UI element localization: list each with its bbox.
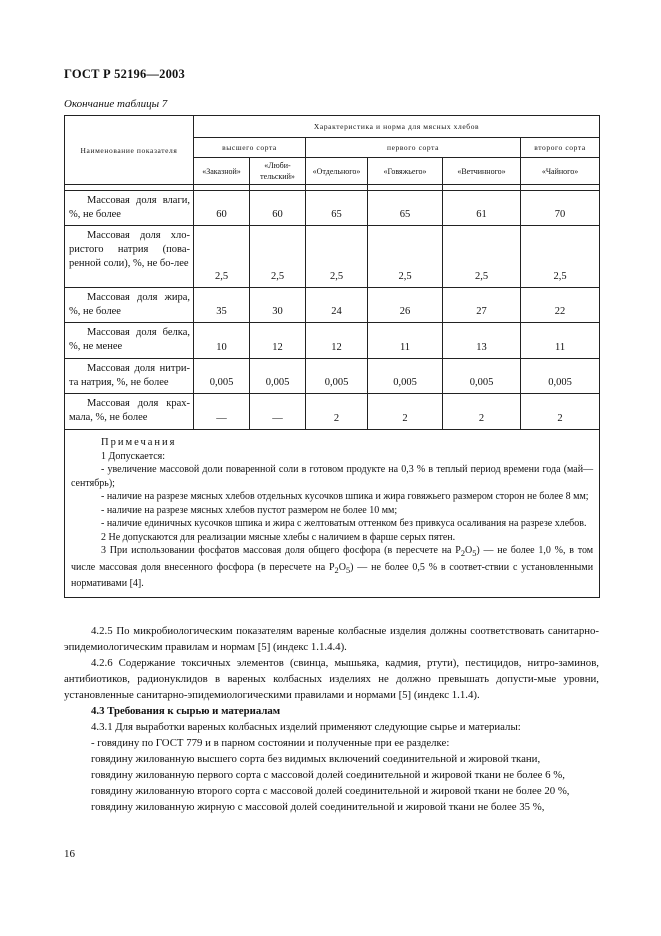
- note-text: - увеличение массовой доли поваренной соли в готовом продукте на 0,3 % в теплый период времени года (май—сентябрь);: [71, 464, 594, 489]
- norms-table: [64, 115, 600, 598]
- table-cell: 27: [443, 288, 521, 323]
- table-cell: 0,005: [306, 359, 368, 394]
- table-cell: 0,005: [443, 359, 521, 394]
- table-cell: 61: [443, 191, 521, 226]
- group-header: Характеристика и норма для мясных хлебов: [194, 116, 600, 138]
- table-cell: 70: [521, 191, 600, 226]
- table-cell: 2: [521, 394, 600, 430]
- table-cell: 2,5: [194, 226, 250, 288]
- table-cell: 2: [443, 394, 521, 430]
- note-text: 3 При использовании фосфатов массовая доля общего фосфора (в пересчете на $P_2O_5$) — не более 1,0 %, в том числе массовая доля внесенного фосфора (в пересчете на $P_2O_5$) — не более 0,5 % в соответ-ствии с установленными нормативами [4].: [71, 545, 594, 589]
- table-cell: 2: [368, 394, 443, 430]
- notes-row: [65, 430, 600, 598]
- column-header: «Отдельного»: [306, 158, 368, 185]
- table-cell: 2,5: [521, 226, 600, 288]
- table-row: [65, 288, 600, 323]
- row-label: Массовая доля крах-мала, %, не более: [69, 398, 190, 423]
- table-cell: 2,5: [306, 226, 368, 288]
- table-cell: 24: [306, 288, 368, 323]
- column-header: «Ветчинного»: [443, 158, 521, 185]
- note-text: - наличие на разрезе мясных хлебов пустот размером не более 10 мм;: [101, 504, 398, 516]
- section-heading: 4.3 Требования к сырью и материалам: [91, 705, 281, 717]
- row-label: Массовая доля хло-ристого натрия (пова-ренной соли), %, не бо-лее: [69, 230, 190, 269]
- row-label: Массовая доля белка, %, не менее: [69, 327, 190, 352]
- row-label: Массовая доля жира, %, не более: [69, 292, 190, 317]
- table-cell: 10: [194, 323, 250, 359]
- body-text: [64, 623, 599, 815]
- paragraph: говядину жилованную высшего сорта без видимых включений соединительной и жировой ткани,: [91, 753, 541, 765]
- table-cell: 22: [521, 288, 600, 323]
- table-cell: 60: [250, 191, 306, 226]
- note-text: 2 Не допускаются для реализации мясные хлебы с наличием в фарше серых пятен.: [101, 531, 456, 543]
- table-cell: 12: [306, 323, 368, 359]
- table-row: [65, 323, 600, 359]
- table-cell: —: [194, 394, 250, 430]
- table-cell: 65: [368, 191, 443, 226]
- table-cell: 0,005: [368, 359, 443, 394]
- note-text: - наличие на разрезе мясных хлебов отдельных кусочков шпика и жира говяжьего размером сторон не более 8 мм;: [101, 491, 589, 502]
- note-text: 1 Допускается:: [101, 450, 166, 462]
- column-header: «Говяжьего»: [368, 158, 443, 185]
- paragraph: говядину жилованную первого сорта с массовой долей соединительной и жировой ткани не более 6 %,: [91, 769, 565, 781]
- table-row: [65, 394, 600, 430]
- table-row: [65, 226, 600, 288]
- table-cell: 2,5: [368, 226, 443, 288]
- column-header: «Чайного»: [521, 158, 600, 185]
- grade-header: высшего сорта: [194, 138, 306, 158]
- table-cell: 0,005: [194, 359, 250, 394]
- paragraph: - говядину по ГОСТ 779 и в парном состоянии и полученные при ее разделке:: [91, 737, 450, 749]
- paragraph: 4.2.6 Содержание токсичных элементов (свинца, мышьяка, кадмия, ртути), пестицидов, нитро-заминов, антибиотиков, радионуклидов в вареных колбасных изделиях не должно превышать допусти-мые уровни, установленные санитарно-эпидемиологическими правилами и нормами [5] (индекс 1.1.4).: [64, 657, 599, 701]
- table-cell: 35: [194, 288, 250, 323]
- document-header: ГОСТ Р 52196—2003: [64, 67, 185, 81]
- table-cell: 2: [306, 394, 368, 430]
- row-label: Массовая доля нитри-та натрия, %, не более: [69, 363, 190, 388]
- table-cell: —: [250, 394, 306, 430]
- table-caption: Окончание таблицы 7: [64, 98, 168, 110]
- grade-header: первого сорта: [306, 138, 521, 158]
- paragraph: говядину жилованную второго сорта с массовой долей соединительной и жировой ткани не более 20 %,: [91, 785, 570, 797]
- table-cell: 2,5: [250, 226, 306, 288]
- table-cell: 2,5: [443, 226, 521, 288]
- table-cell: 0,005: [521, 359, 600, 394]
- table-row: [65, 359, 600, 394]
- table-cell: 12: [250, 323, 306, 359]
- table-cell: 0,005: [250, 359, 306, 394]
- column-header: «Заказной»: [194, 158, 250, 185]
- paragraph: 4.2.5 По микробиологическим показателям вареные колбасные изделия должны соответствовать санитарно-эпидемиологическим правилам и нормам [5] (индекс 1.1.4.4).: [64, 625, 599, 653]
- paragraph: 4.3.1 Для выработки вареных колбасных изделий применяют следующие сырье и материалы:: [91, 721, 521, 733]
- row-label: Массовая доля влаги, %, не более: [69, 195, 190, 220]
- table-cell: 30: [250, 288, 306, 323]
- page-number: 16: [64, 848, 75, 860]
- column-header: «Люби-тельский»: [250, 158, 306, 185]
- table-cell: 65: [306, 191, 368, 226]
- paragraph: говядину жилованную жирную с массовой долей соединительной и жировой ткани не более 35 %,: [91, 801, 545, 813]
- table-row: [65, 191, 600, 226]
- table-cell: 11: [521, 323, 600, 359]
- grade-header: второго сорта: [521, 138, 600, 158]
- table-cell: 26: [368, 288, 443, 323]
- note-text: - наличие единичных кусочков шпика и жира с желтоватым оттенком без привкуса осаливания на разрезе хлебов.: [101, 518, 587, 529]
- table-cell: 13: [443, 323, 521, 359]
- table-cell: 11: [368, 323, 443, 359]
- notes-title: Примечания: [101, 437, 177, 448]
- param-header: Наименование показателя: [65, 116, 194, 185]
- table-cell: 60: [194, 191, 250, 226]
